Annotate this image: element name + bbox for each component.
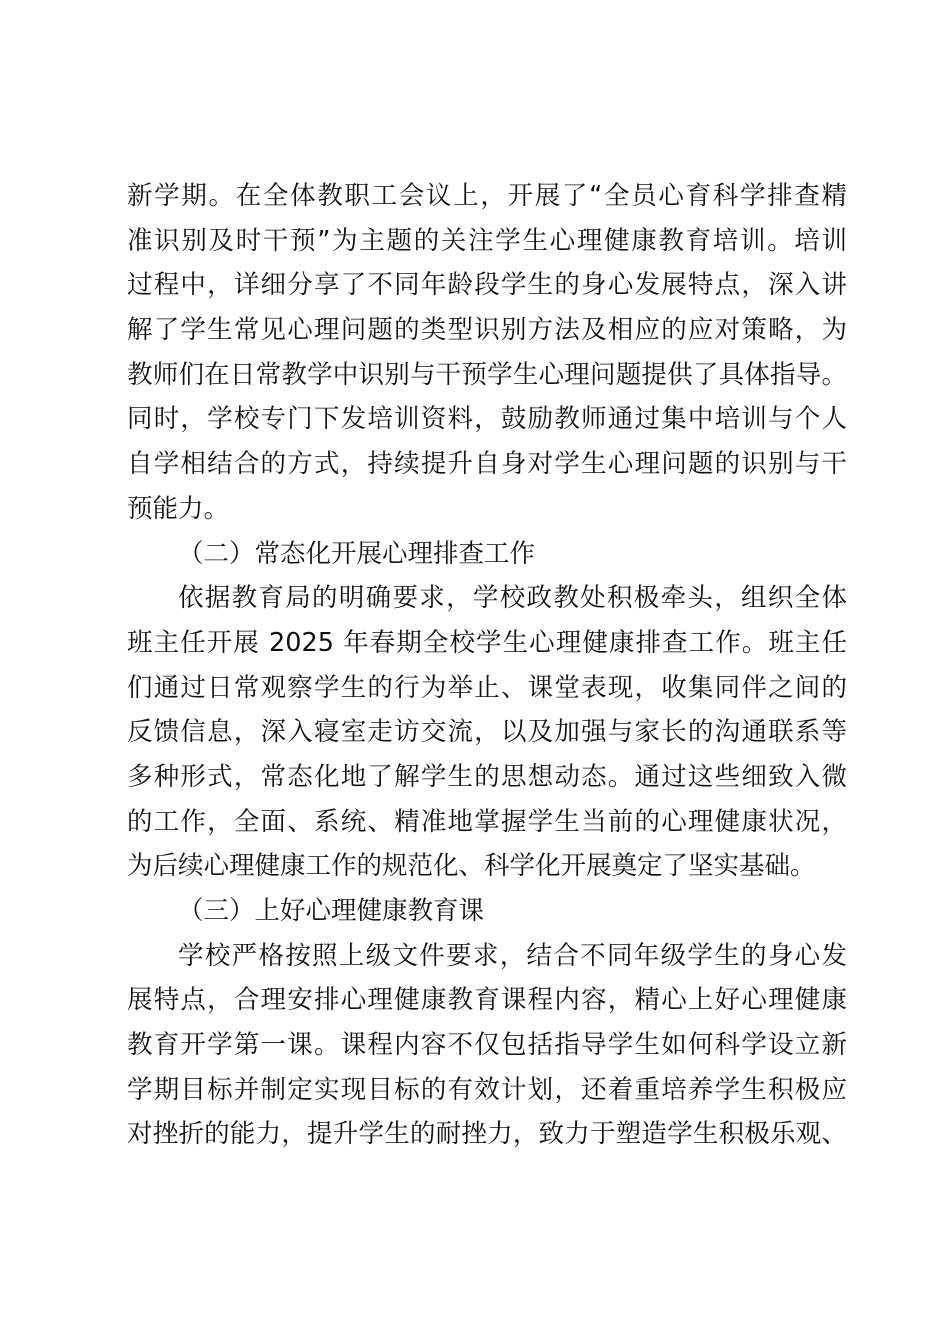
document-body xyxy=(127,174,847,1157)
section-heading-screening: （二）常态化开展心理排查工作 xyxy=(178,538,536,569)
text-line: 新学期。在全体教职工会议上，开展了“全员心育科学排查精 xyxy=(127,181,847,211)
text-line: 依据教育局的明确要求，学校政教处积极牵头，组织全体 xyxy=(178,583,847,614)
text-line: 学期目标并制定实现目标的有效计划，还着重培养学生积极应 xyxy=(127,1074,847,1105)
text-line: 预能力。 xyxy=(127,493,230,524)
text-line: 为后续心理健康工作的规范化、科学化开展奠定了坚实基础。 xyxy=(127,851,816,882)
text-line: 班主任开展 2025 年春期全校学生心理健康排查工作。班主任 xyxy=(127,627,847,658)
text-line: 教师们在日常教学中识别与干预学生心理问题提供了具体指导。 xyxy=(127,359,847,390)
text-line: 过程中，详细分享了不同年龄段学生的身心发展特点，深入讲 xyxy=(127,270,847,301)
text-line: 对挫折的能力，提升学生的耐挫力，致力于塑造学生积极乐观、 xyxy=(127,1119,847,1150)
text-line: 自学相结合的方式，持续提升自身对学生心理问题的识别与干 xyxy=(127,449,847,480)
text-line: 展特点，合理安排心理健康教育课程内容，精心上好心理健康 xyxy=(127,985,847,1016)
text-line: 的工作，全面、系统、精准地掌握学生当前的心理健康状况， xyxy=(127,806,847,837)
text-line: 多种形式，常态化地了解学生的思想动态。通过这些细致入微 xyxy=(127,761,847,792)
text-line: 教育开学第一课。课程内容不仅包括指导学生如何科学设立新 xyxy=(127,1030,847,1061)
paragraph-class xyxy=(127,934,847,1157)
text-line: 准识别及时干预”为主题的关注学生心理健康教育培训。培训 xyxy=(127,225,847,256)
text-line: 解了学生常见心理问题的类型识别方法及相应的应对策略，为 xyxy=(127,315,847,346)
text-line: 学校严格按照上级文件要求，结合不同年级学生的身心发 xyxy=(178,940,847,971)
text-line: 们通过日常观察学生的行为举止、课堂表现，收集同伴之间的 xyxy=(127,672,847,703)
paragraph-screening xyxy=(127,576,847,889)
text-line: 同时，学校专门下发培训资料，鼓励教师通过集中培训与个人 xyxy=(127,404,847,435)
text-line: 反馈信息，深入寝室走访交流，以及加强与家长的沟通联系等 xyxy=(127,717,847,748)
paragraph-training xyxy=(127,174,847,532)
section-heading-class: （三）上好心理健康教育课 xyxy=(178,896,485,926)
